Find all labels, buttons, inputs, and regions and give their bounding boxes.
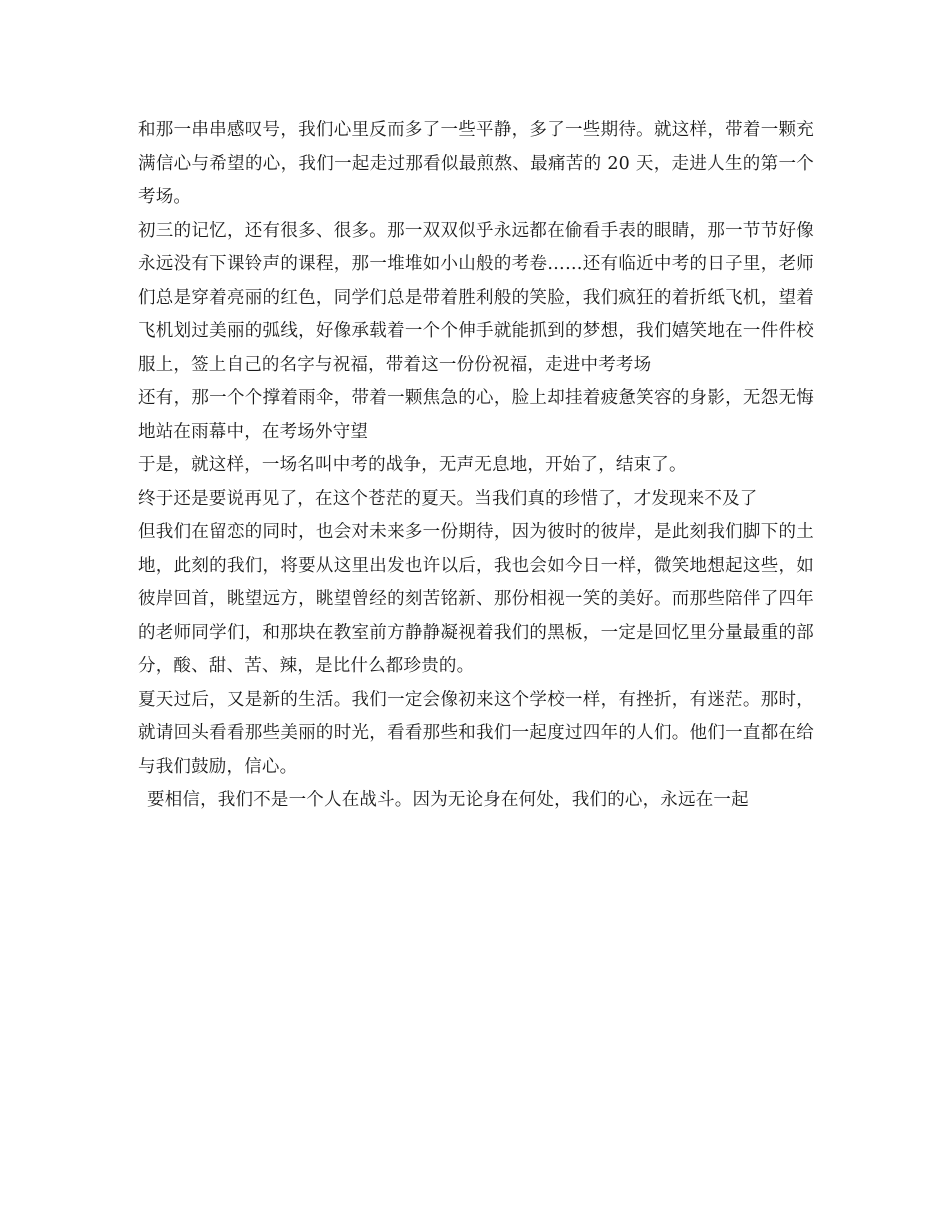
document-body [138,114,814,818]
paragraph-4: 于是，就这样，一场名叫中考的战争，无声无息地，开始了，结束了。 [138,455,687,475]
paragraph-5: 终于还是要说再见了，在这个苍茫的夏天。当我们真的珍惜了，才发现来不及了 [138,488,758,509]
paragraph-7: 夏天过后，又是新的生活。我们一定会像初来这个学校一样，有挫折，有迷茫。那时，就请回头看看那些美丽的时光，看看那些和我们一起度过四年的人们。他们一直都在给与我们鼓励，信心。 [138,689,814,777]
paragraph-8: 要相信，我们不是一个人在战斗。因为无论身在何处，我们的心，永远在一起 [147,790,749,810]
paragraph-1: 和那一串串感叹号，我们心里反而多了一些平静，多了一些期待。就这样，带着一颗充满信心与希望的心，我们一起走过那看似最煎熬、最痛苦的 20 天，走进人生的第一个考场。 [138,120,814,207]
paragraph-6: 但我们在留恋的同时，也会对未来多一份期待，因为彼时的彼岸，是此刻我们脚下的土地，此刻的我们，将要从这里出发也许以后，我也会如今日一样，微笑地想起这些，如彼岸回首，眺望远方，眺望曾经的刻苦铭新、那份相视一笑的美好。而那些陪伴了四年的老师同学们，和那块在教室前方静静凝视着我们的黑板，一定是回忆里分量最重的部分，酸、甜、苦、辣，是比什么都珍贵的。 [138,522,814,676]
paragraph-2: 初三的记忆，还有很多、很多。那一双双似乎永远都在偷看手表的眼睛，那一节节好像永远没有下课铃声的课程，那一堆堆如小山般的考卷……还有临近中考的日子里，老师们总是穿着亮丽的红色，同学们总是带着胜利般的笑脸，我们疯狂的着折纸飞机，望着飞机划过美丽的弧线，好像承载着一个个伸手就能抓到的梦想，我们嬉笑地在一件件校服上，签上自己的名字与祝福，带着这一份份祝福，走进中考考场 [138,220,814,375]
paragraph-3: 还有，那一个个撑着雨伞，带着一颗焦急的心，脸上却挂着疲惫笑容的身影，无怨无悔地站在雨幕中，在考场外守望 [138,388,814,442]
